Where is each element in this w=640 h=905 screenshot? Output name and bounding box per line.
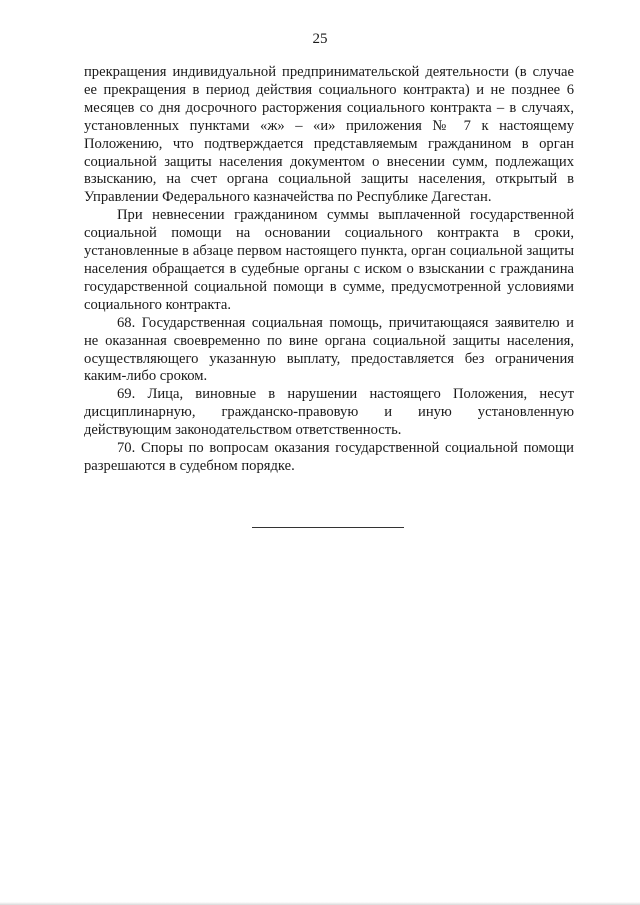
page-number: 25 xyxy=(312,31,328,47)
closing-rule xyxy=(252,527,404,528)
paragraph-nonpayment: При невнесении гражданином суммы выплаченной государственной социальной помощи на основании социального контракта в сроки, установленные в абзаце первом настоящего пункта, орган социальной защиты населения обращается в судебные органы с иском о взыскании с гражданина государственной социальной помощи в сумме, предусмотренной условиями социального контракта. xyxy=(84,207,574,313)
paragraph-clause-70: 70. Споры по вопросам оказания государственной социальной помощи разрешаются в судебном порядке. xyxy=(84,440,574,474)
document-body xyxy=(84,64,574,476)
paragraph-clause-69: 69. Лица, виновные в нарушении настоящего Положения, несут дисциплинарную, гражданско-правовую и иную установленную действующим законодательством ответственность. xyxy=(84,386,574,439)
paragraph-continuation: прекращения индивидуальной предпринимательской деятельности (в случае ее прекращения в период действия социального контракта) и не позднее 6 месяцев со дня досрочного расторжения социального контракта – в случаях, установленных пунктами «ж» – «и» приложения № 7 к настоящему Положению, что подтверждается представляемым гражданином в орган социальной защиты населения документом о внесении сумм, подлежащих взысканию, на счет органа социальной защиты населения, открытый в Управлении Федерального казначейства по Республике Дагестан. xyxy=(84,64,574,206)
paragraph-clause-68: 68. Государственная социальная помощь, причитающаяся заявителю и не оказанная своевременно по вине органа социальной защиты населения, осуществляющего указанную выплату, предоставляется без ограничения каким-либо сроком. xyxy=(84,314,574,385)
